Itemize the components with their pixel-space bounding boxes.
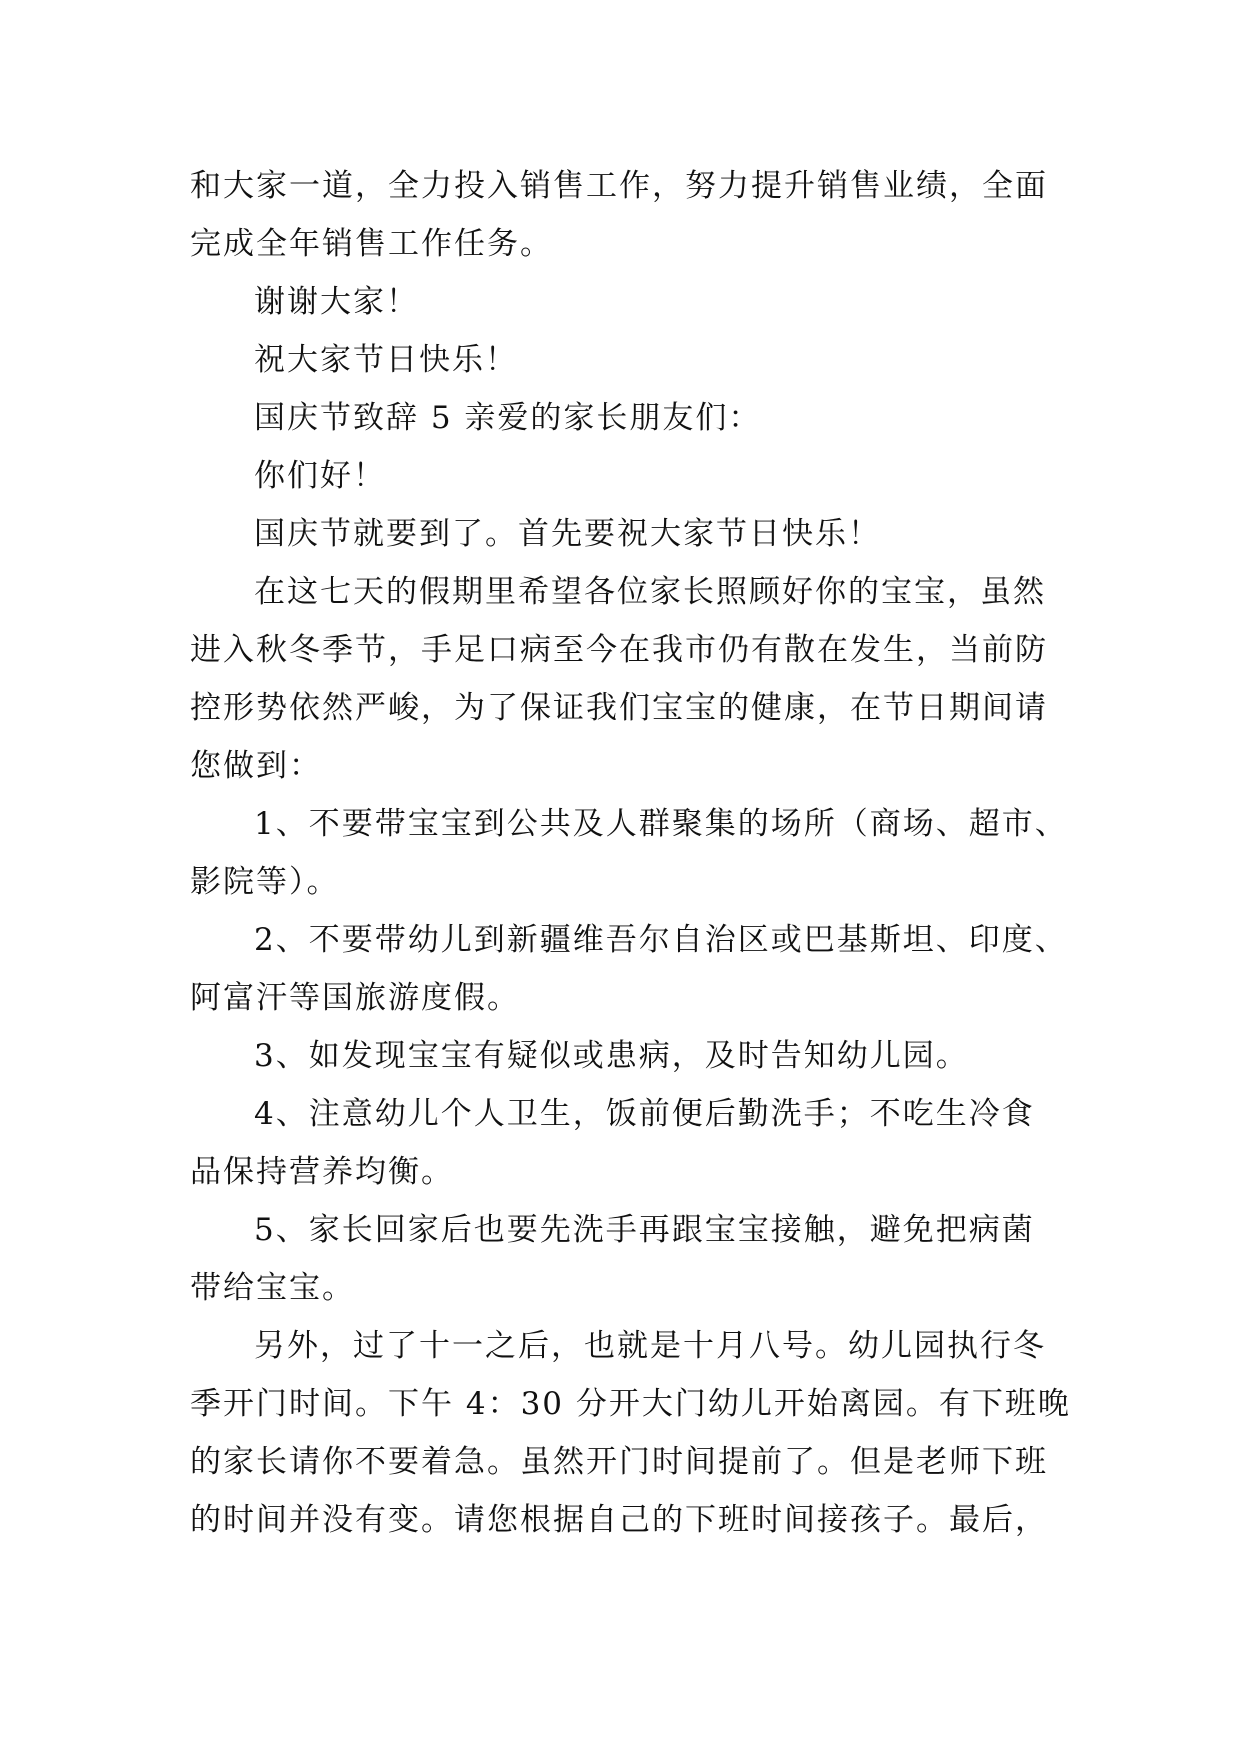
text-line: 在这七天的假期里希望各位家长照顾好你的宝宝，虽然 [254,574,1046,610]
body-text [190,157,1071,1549]
text-line: 1、不要带宝宝到公共及人群聚集的场所（商场、超市、 [254,806,1068,842]
text-line: 阿富汗等国旅游度假。 [190,980,520,1016]
text-line: 2、不要带幼儿到新疆维吾尔自治区或巴基斯坦、印度、 [254,922,1068,958]
text-line: 你们好！ [254,458,386,494]
text-line: 和大家一道，全力投入销售工作，努力提升销售业绩，全面 [190,168,1048,204]
text-line: 带给宝宝。 [190,1270,355,1306]
text-line: 的家长请你不要着急。虽然开门时间提前了。但是老师下班 [190,1444,1048,1480]
text-line: 影院等）。 [190,864,340,900]
text-line: 祝大家节日快乐！ [254,342,518,378]
text-line: 4、注意幼儿个人卫生，饭前便后勤洗手；不吃生冷食 [254,1096,1035,1132]
text-line: 国庆节就要到了。首先要祝大家节日快乐！ [254,516,881,552]
text-line: 进入秋冬季节，手足口病至今在我市仍有散在发生，当前防 [190,632,1048,668]
text-line: 3、如发现宝宝有疑似或患病，及时告知幼儿园。 [254,1038,969,1074]
text-line: 完成全年销售工作任务。 [190,226,553,262]
text-line: 您做到： [190,748,322,784]
text-line: 5、家长回家后也要先洗手再跟宝宝接触，避免把病菌 [254,1212,1035,1248]
text-line: 季开门时间。下午 4：30 分开大门幼儿开始离园。有下班晚 [190,1386,1071,1422]
text-line: 品保持营养均衡。 [190,1154,454,1190]
text-line: 的时间并没有变。请您根据自己的下班时间接孩子。最后， [190,1502,1048,1538]
text-line: 另外，过了十一之后，也就是十月八号。幼儿园执行冬 [254,1328,1046,1364]
text-line: 国庆节致辞 5 亲爱的家长朋友们： [254,400,762,436]
text-line: 谢谢大家！ [254,284,419,320]
text-line: 控形势依然严峻，为了保证我们宝宝的健康，在节日期间请 [190,690,1048,726]
